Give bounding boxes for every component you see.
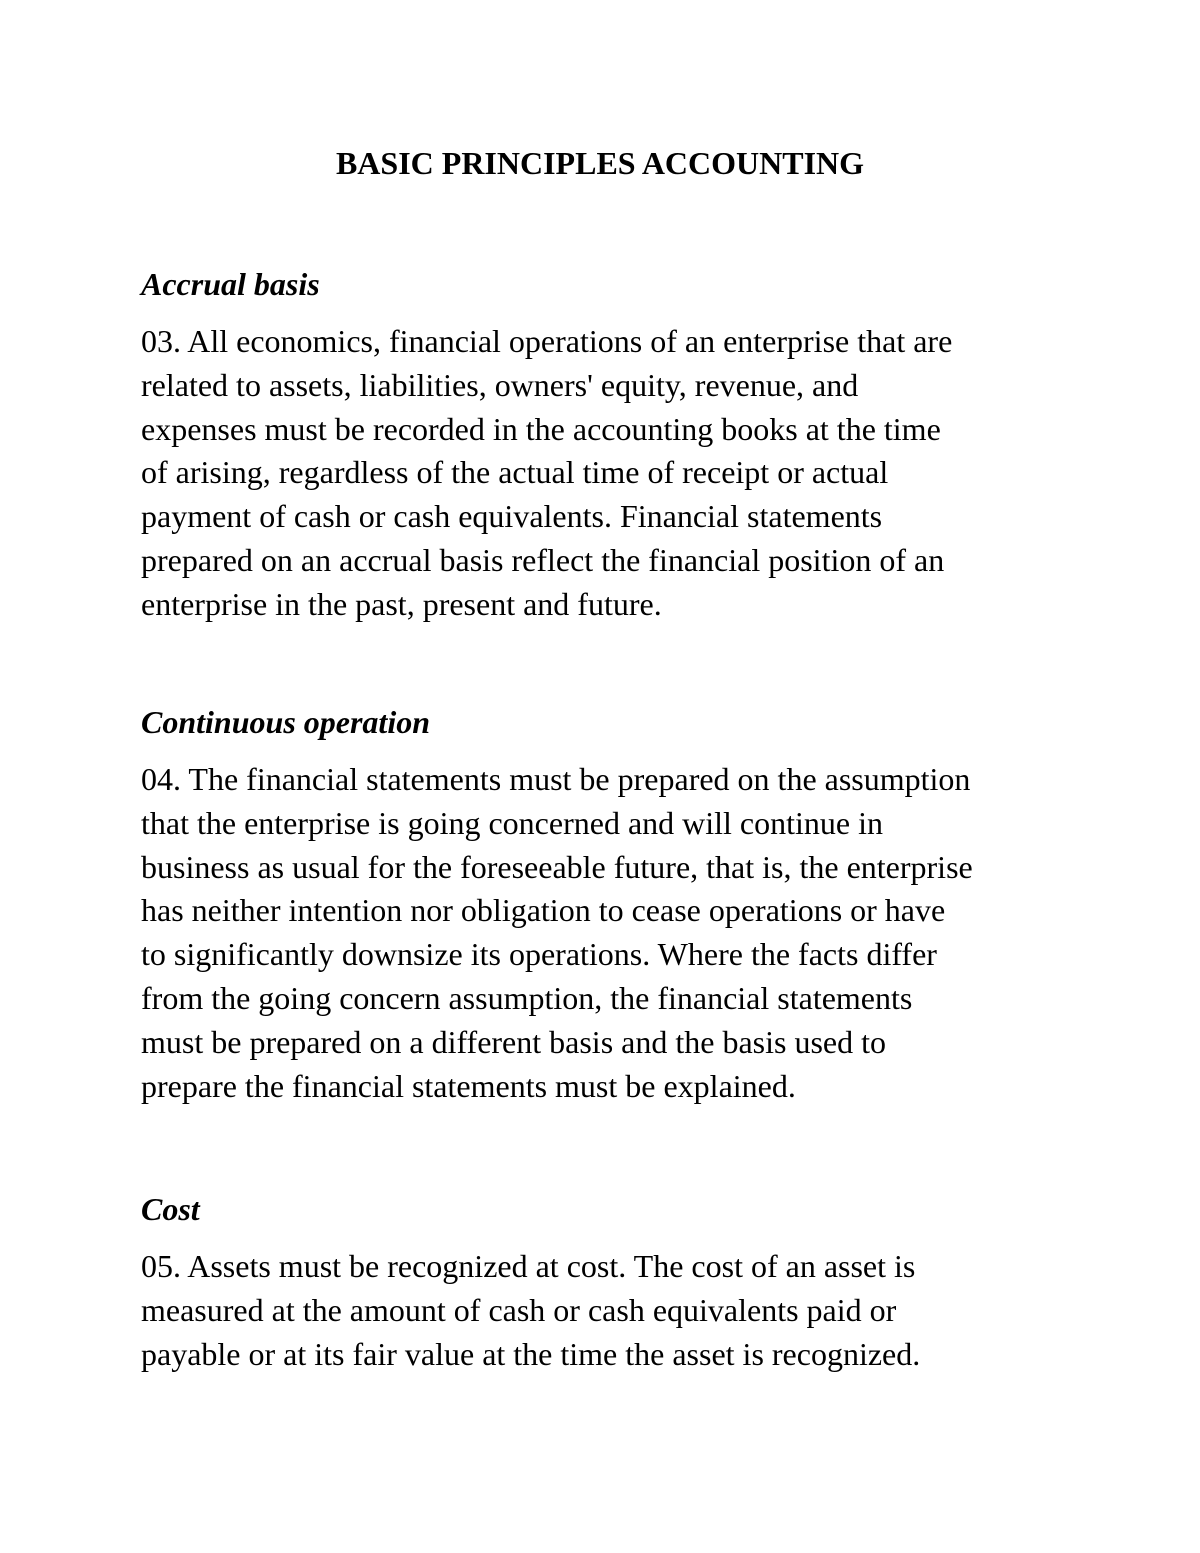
body-line: must be prepared on a different basis and the basis used to: [141, 1023, 886, 1060]
section-heading: Accrual basis: [141, 266, 320, 302]
document-title: BASIC PRINCIPLES ACCOUNTING: [335, 145, 865, 181]
body-line: enterprise in the past, present and future.: [141, 585, 662, 622]
section-body: [141, 320, 1071, 627]
body-line: to significantly downsize its operations. Where the facts differ: [141, 936, 937, 973]
body-line: payment of cash or cash equivalents. Financial statements: [141, 498, 883, 535]
section-heading: Cost: [141, 1191, 200, 1227]
body-line: payable or at its fair value at the time the asset is recognized.: [141, 1335, 921, 1372]
body-line: prepare the financial statements must be explained.: [141, 1067, 796, 1104]
body-line: related to assets, liabilities, owners' equity, revenue, and: [141, 366, 859, 403]
body-line: 05. Assets must be recognized at cost. The cost of an asset is: [141, 1248, 916, 1284]
body-line: has neither intention nor obligation to cease operations or have: [141, 892, 946, 929]
body-line: that the enterprise is going concerned and will continue in: [141, 804, 883, 841]
body-line: business as usual for the foreseeable future, that is, the enterprise: [141, 848, 973, 885]
body-line: of arising, regardless of the actual time of receipt or actual: [141, 454, 889, 491]
body-line: expenses must be recorded in the accounting books at the time: [141, 410, 941, 447]
body-line: measured at the amount of cash or cash equivalents paid or: [141, 1291, 897, 1328]
section-body: [141, 758, 1071, 1108]
section-heading: Continuous operation: [141, 704, 430, 740]
body-line: from the going concern assumption, the financial statements: [141, 979, 913, 1016]
section-continuous-operation: [141, 700, 1071, 1108]
section-cost: [141, 1187, 1071, 1376]
body-line: 04. The financial statements must be prepared on the assumption: [141, 761, 971, 797]
body-line: 03. All economics, financial operations of an enterprise that are: [141, 323, 953, 359]
body-line: prepared on an accrual basis reflect the financial position of an: [141, 541, 945, 578]
section-accrual-basis: [141, 262, 1071, 627]
section-body: [141, 1245, 1071, 1376]
